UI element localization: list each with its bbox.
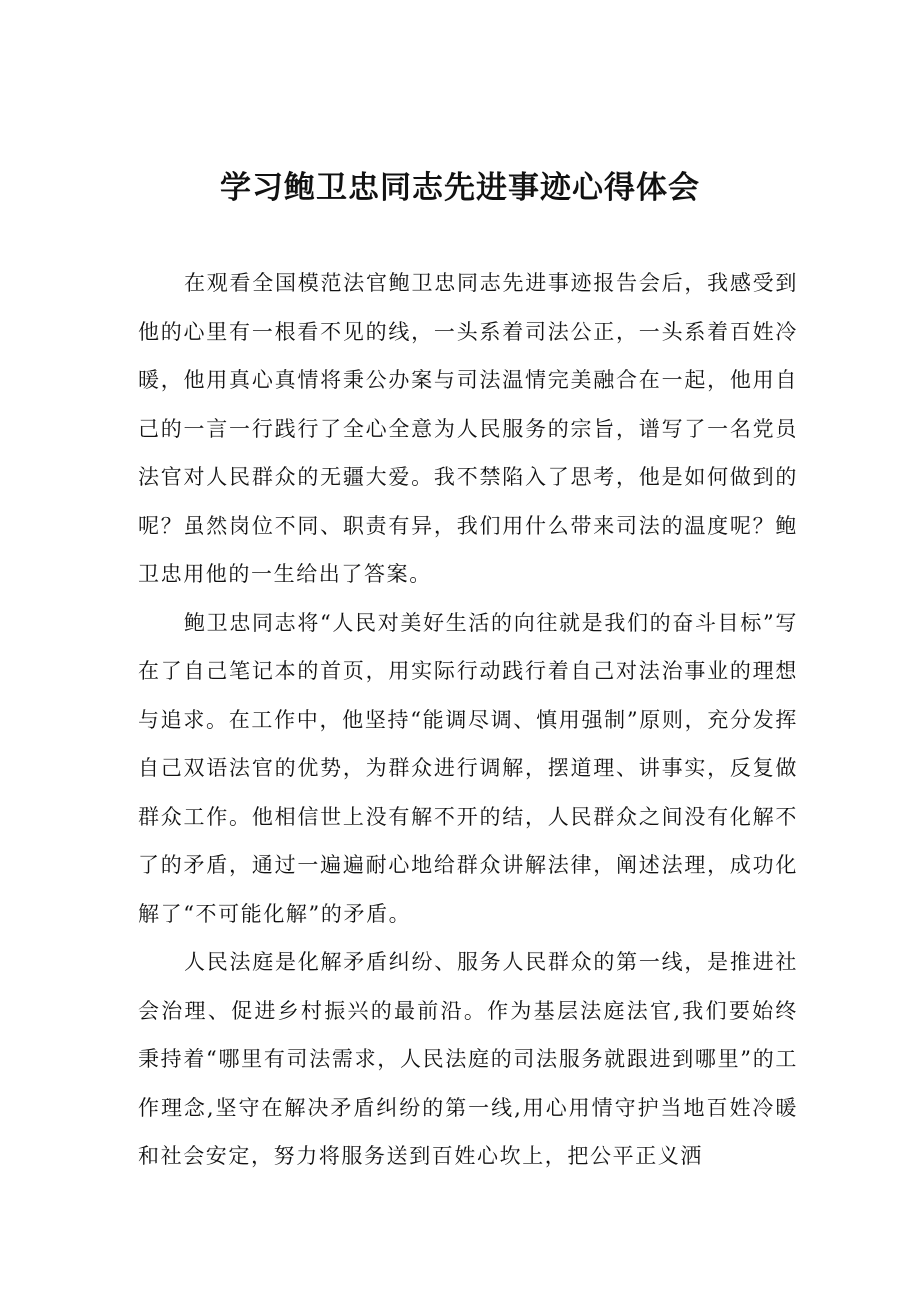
paragraph-1: 在观看全国模范法官鲍卫忠同志先进事迹报告会后，我感受到他的心里有一根看不见的线，一头系着司法公正，一头系着百姓冷暖，他用真心真情将秉公办案与司法温情完美融合在一起，他用自己的一言一行践行了全心全意为人民服务的宗旨，谱写了一名党员法官对人民群众的无疆大爱。我不禁陷入了思考，他是如何做到的呢？虽然岗位不同、职责有异，我们用什么带来司法的温度呢？鲍卫忠用他的一生给出了答案。 xyxy=(138,271,798,586)
document-title: 学习鲍卫忠同志先进事迹心得体会 xyxy=(220,170,700,206)
paragraph-3: 人民法庭是化解矛盾纠纷、服务人民群众的第一线，是推进社会治理、促进乡村振兴的最前沿。作为基层法庭法官,我们要始终秉持着“哪里有司法需求，人民法庭的司法服务就跟进到哪里”的工作理念,坚守在解决矛盾纠纷的第一线,用心用情守护当地百姓冷暖和社会安定，努力将服务送到百姓心坎上，把公平正义洒 xyxy=(138,950,798,1168)
document-body xyxy=(138,259,798,1181)
paragraph-2: 鲍卫忠同志将“人民对美好生活的向往就是我们的奋斗目标”写在了自己笔记本的首页，用实际行动践行着自己对法治事业的理想与追求。在工作中，他坚持“能调尽调、慎用强制”原则，充分发挥自己双语法官的优势，为群众进行调解，摆道理、讲事实，反复做群众工作。他相信世上没有解不开的结，人民群众之间没有化解不了的矛盾，通过一遍遍耐心地给群众讲解法律，阐述法理，成功化解了“不可能化解”的矛盾。 xyxy=(138,610,798,926)
